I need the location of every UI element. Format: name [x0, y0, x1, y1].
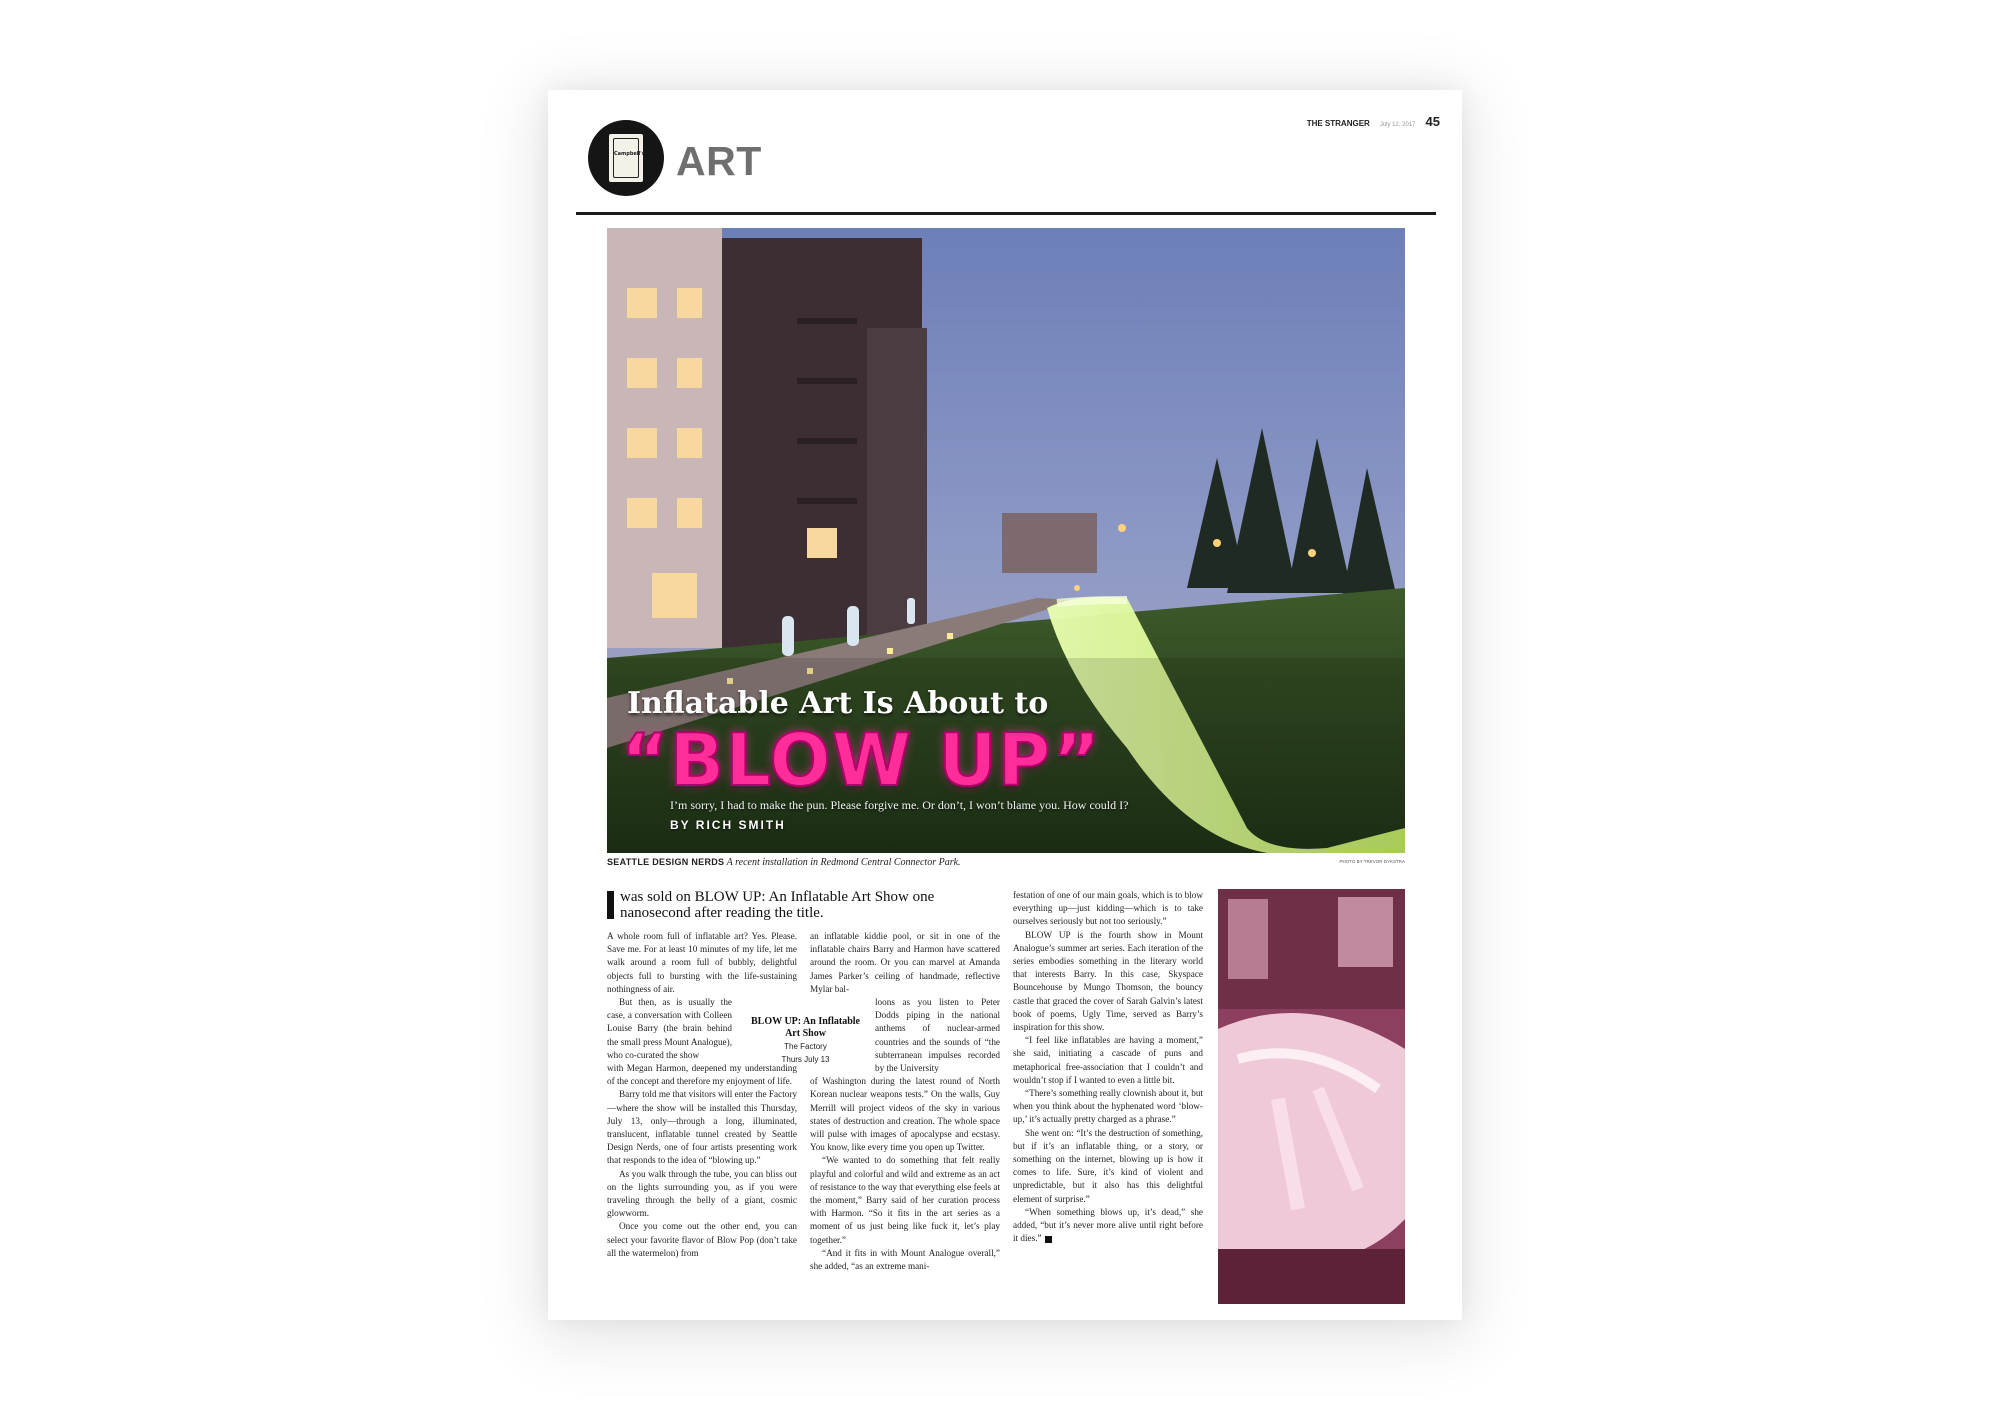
infobox-venue: The Factory	[784, 1042, 827, 1051]
caption-text: A recent installation in Redmond Central Connector Park.	[724, 857, 961, 868]
hero-photo	[607, 228, 1405, 853]
drop-cap	[607, 891, 614, 919]
section-title: ART	[676, 138, 762, 184]
lede-text: was sold on BLOW UP: An Inflatable Art Show one nanosecond after reading the title.	[620, 889, 935, 921]
paragraph: She went on: “It’s the destruction of something, but if it’s an inflatable thing, or a story, or something on the internet, blowing up is how it comes to life. Sure, it’s kind of violent and unpredictable, but it also has this delightful element of surprise.”	[1013, 1127, 1203, 1204]
headline-blow-up: “BLOW UP”	[621, 718, 1102, 802]
article-column-2	[810, 930, 1000, 1273]
paragraph: Once you come out the other end, you can select your favorite flavor of Blow Pop (don’t take all the watermelon) from	[607, 1221, 797, 1258]
paragraph: Barry told me that visitors will enter the Factory—where the show will be installed this Thursday, July 13, only—through a long, illuminated, translucent, inflatable tunnel created by Seattle Design Nerds, one of four artists presenting work that responds to the idea of “blowing up.”	[607, 1089, 797, 1166]
inflatable-photo	[1218, 889, 1405, 1304]
paragraph: “There’s something really clownish about it, but when you think about the hyphenated word ‘blow-up,’ it’s actually pretty charged as a phrase.”	[1013, 1088, 1203, 1125]
end-mark-icon	[1045, 1236, 1052, 1243]
article-column-1	[607, 930, 797, 1260]
publication-name: THE STRANGER	[1306, 119, 1370, 128]
paragraph: of Washington during the latest round of North Korean nuclear weapons tests.” On the walls, Guy Merrill will project videos of the sky in various states of destruction and creation. The whole space will pulse with images of apocalypse and ecstasy. You know, like every time you open up Twitter.	[810, 1076, 1000, 1153]
newspaper-page	[548, 90, 1462, 1320]
paragraph: BLOW UP is the fourth show in Mount Analogue’s summer art series. Each iteration of the series embodies something in the literary world that interests Barry. In this case, Skyspace Bouncehouse by Mungo Thomson, the bouncy castle that graced the cover of Sarah Galvin’s latest book of poems, Ugly Time, served as Barry’s inspiration for this show.	[1013, 929, 1203, 1033]
paragraph: festation of one of our main goals, which is to blow everything up—just kidding—which is to take ourselves seriously but not too seriously.”	[1013, 890, 1203, 927]
byline: BY RICH SMITH	[670, 818, 786, 832]
issue-date: July 12, 2017	[1379, 122, 1416, 128]
photo-caption	[607, 857, 961, 868]
paragraph: “We wanted to do something that felt really playful and colorful and wild and extreme as an act of resistance to the way that everything else feels at the moment,” Barry said of her curation process with Harmon. “So it fits in the art series as a moment of us just being like fuck it, let’s play together.”	[810, 1155, 1000, 1245]
photo-credit: PHOTO BY TREVOR DYKSTRA	[1339, 859, 1405, 864]
paragraph: loons as you listen to Peter Dodds piping in the national anthems of nuclear-armed countries and the sounds of “the subterranean impulses recorded by the University	[875, 997, 1000, 1074]
paragraph: A whole room full of inflatable art? Yes. Please. Save me. For at least 10 minutes of my life, let me walk around a room full of bubbly, delightful objects full to bursting with the life-sustaining nothingness of air.	[607, 931, 797, 994]
page-number: 45	[1425, 114, 1440, 129]
paragraph: “I feel like inflatables are having a moment,” she said, initiating a cascade of puns and metaphorical free-association that I couldn’t and wouldn’t stop if I wanted to even a little bit.	[1013, 1035, 1203, 1085]
paragraph: “And it fits in with Mount Analogue overall,” she added, “as an extreme mani-	[810, 1247, 1000, 1272]
logo-text: Campbell's	[614, 151, 645, 157]
caption-lead: SEATTLE DESIGN NERDS	[607, 857, 725, 867]
folio	[1307, 114, 1440, 129]
soup-can-logo	[588, 120, 664, 196]
closing-quote: “When something blows up, it’s dead,” she added, “but it’s never more alive until right before it dies.”	[1013, 1206, 1203, 1244]
header-rule	[576, 212, 1436, 215]
paragraph: But then, as is usually the case, a conversation with Colleen Louise Barry (the brain behind the small press Mount Analogue), who co-curated the show	[607, 997, 732, 1060]
infobox-title: BLOW UP: An Inflatable Art Show	[751, 1016, 860, 1039]
soup-can-icon	[609, 134, 643, 182]
lede-paragraph	[607, 889, 989, 921]
inflatable-photo-illustration	[1218, 889, 1405, 1304]
paragraph	[1013, 1206, 1203, 1246]
paragraph: with Megan Harmon, deepened my understanding of the concept and therefore my enjoyment of life.	[607, 1063, 797, 1087]
paragraph: As you walk through the tube, you can bliss out on the lights surrounding you, as if you were traveling through the belly of a giant, cosmic glowworm.	[607, 1168, 797, 1219]
dek: I’m sorry, I had to make the pun. Please forgive me. Or don’t, I won’t blame you. How could I?	[670, 798, 1129, 812]
article-column-3	[1013, 889, 1203, 1245]
paragraph: an inflatable kiddie pool, or sit in one of the inflatable chairs Barry and Harmon have scattered around the room. Or you can marvel at Amanda James Parker’s ceiling of handmade, reflective Mylar bal-	[810, 931, 1000, 994]
infobox-date: Thurs July 13	[781, 1055, 830, 1064]
headline: Inflatable Art Is About to	[627, 686, 1049, 721]
